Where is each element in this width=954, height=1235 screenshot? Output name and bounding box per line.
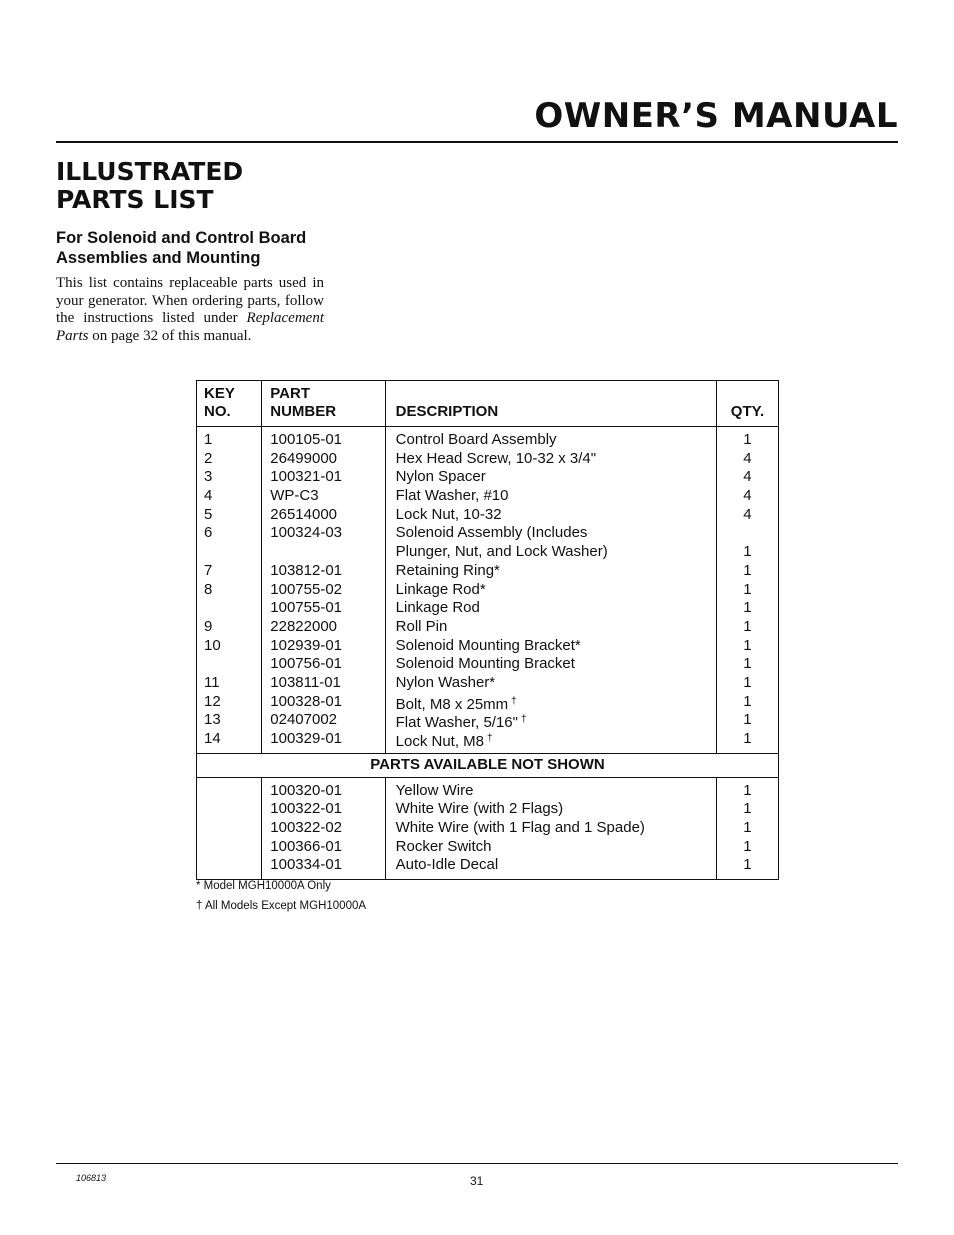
description-cell-text: Flat Washer, 5/16" bbox=[395, 714, 518, 732]
qty-cell bbox=[717, 618, 778, 637]
key-cell bbox=[204, 693, 261, 712]
qty-column bbox=[716, 427, 778, 754]
description-cell bbox=[396, 819, 716, 838]
description-cell bbox=[396, 524, 716, 543]
header-part-line-1: PART bbox=[270, 385, 310, 402]
part-number-cell-text: 102939-01 bbox=[270, 636, 342, 654]
description-cell-text: Lock Nut, 10-32 bbox=[395, 505, 502, 523]
manual-title: OWNER’S MANUAL bbox=[534, 96, 898, 136]
key-cell bbox=[204, 782, 261, 801]
qty-cell-text: 1 bbox=[743, 800, 752, 818]
description-cell bbox=[396, 782, 716, 801]
qty-cell-text: 1 bbox=[743, 730, 752, 747]
description-cell bbox=[396, 838, 716, 857]
description-cell-text: Bolt, M8 x 25mm bbox=[395, 695, 509, 713]
key-cell-text: 1 bbox=[204, 431, 213, 448]
key-cell bbox=[204, 543, 261, 562]
description-cell-text: Linkage Rod* bbox=[395, 580, 486, 598]
key-cell bbox=[204, 730, 261, 749]
key-cell-text: 7 bbox=[204, 561, 213, 579]
part-number-cell-text: 100328-01 bbox=[270, 692, 342, 710]
footnote-all-except: † All Models Except MGH10000A bbox=[196, 900, 367, 912]
key-cell-text: 10 bbox=[204, 636, 221, 654]
intro-paragraph bbox=[56, 275, 324, 345]
not-shown-title: PARTS AVAILABLE NOT SHOWN bbox=[197, 753, 779, 777]
part-number-cell-text: 103811-01 bbox=[270, 673, 341, 691]
not-shown-parts-block bbox=[197, 777, 779, 879]
footnote-model-only: * Model MGH10000A Only bbox=[196, 880, 331, 892]
key-cell-text: 3 bbox=[204, 468, 213, 486]
not-shown-header-row bbox=[197, 753, 779, 777]
qty-cell-text: 1 bbox=[743, 781, 752, 799]
qty-cell-text: 1 bbox=[743, 561, 752, 579]
header-key-line-1: KEY bbox=[204, 385, 235, 402]
part-number-cell-text: 26514000 bbox=[270, 505, 338, 523]
document-number: 106813 bbox=[76, 1173, 107, 1183]
header-key-no bbox=[197, 381, 262, 427]
part-number-cell-text: 100755-01 bbox=[270, 599, 342, 617]
key-cell bbox=[204, 524, 261, 543]
key-cell bbox=[204, 819, 261, 838]
key-column bbox=[197, 427, 262, 754]
key-cell bbox=[204, 711, 261, 730]
part-number-cell bbox=[270, 618, 384, 637]
qty-cell-text: 4 bbox=[743, 505, 752, 523]
qty-cell-text: 1 bbox=[743, 431, 752, 448]
part-number-cell bbox=[270, 819, 384, 838]
not-shown-key-column bbox=[197, 777, 262, 879]
part-number-cell bbox=[270, 856, 384, 875]
qty-cell bbox=[717, 506, 778, 525]
description-cell-text: Nylon Spacer bbox=[395, 468, 486, 486]
key-cell-text: 5 bbox=[204, 505, 213, 523]
part-number-cell bbox=[270, 693, 384, 712]
qty-cell-text: 4 bbox=[743, 468, 752, 486]
part-number-cell bbox=[270, 431, 384, 450]
qty-cell bbox=[717, 711, 778, 730]
key-cell-text: 9 bbox=[204, 617, 213, 635]
description-cell-text: Linkage Rod bbox=[395, 599, 480, 617]
part-number-cell bbox=[270, 782, 384, 801]
key-cell-text: 2 bbox=[204, 449, 213, 467]
part-number-cell bbox=[270, 524, 384, 543]
key-cell-text: 14 bbox=[204, 730, 221, 747]
part-number-cell-text: 100322-02 bbox=[270, 819, 342, 837]
qty-cell-text: 1 bbox=[743, 655, 752, 673]
description-cell bbox=[396, 468, 716, 487]
description-cell-text: Solenoid Assembly (Includes bbox=[395, 524, 588, 542]
qty-cell-text: 4 bbox=[743, 487, 752, 505]
description-cell-text: Plunger, Nut, and Lock Washer) bbox=[395, 543, 608, 561]
description-cell bbox=[396, 800, 716, 819]
key-cell bbox=[204, 431, 261, 450]
key-cell bbox=[204, 562, 261, 581]
qty-cell bbox=[717, 562, 778, 581]
description-cell bbox=[396, 562, 716, 581]
header-rule bbox=[56, 141, 898, 143]
key-cell bbox=[204, 637, 261, 656]
qty-cell bbox=[717, 637, 778, 656]
key-cell-text: 6 bbox=[204, 524, 213, 542]
key-cell bbox=[204, 487, 261, 506]
parts-table bbox=[196, 380, 779, 880]
qty-cell bbox=[717, 730, 778, 749]
part-number-cell-text: 100334-01 bbox=[270, 856, 342, 874]
part-number-cell bbox=[270, 599, 384, 618]
qty-cell-text: 1 bbox=[743, 543, 752, 561]
header-part-line-2: NUMBER bbox=[270, 403, 337, 420]
key-cell-text: 12 bbox=[204, 692, 221, 710]
qty-cell bbox=[717, 800, 778, 819]
key-cell bbox=[204, 856, 261, 875]
qty-cell-text: 1 bbox=[743, 673, 752, 691]
section-title-line-2: PARTS LIST bbox=[56, 185, 214, 214]
qty-cell-text: 1 bbox=[743, 636, 752, 654]
qty-cell bbox=[717, 819, 778, 838]
part-number-cell bbox=[270, 838, 384, 857]
qty-cell bbox=[717, 856, 778, 875]
qty-cell bbox=[717, 674, 778, 693]
description-cell-text: Solenoid Mounting Bracket* bbox=[395, 636, 581, 654]
qty-cell-text: 1 bbox=[743, 837, 752, 855]
not-shown-part-number-column bbox=[262, 777, 385, 879]
qty-cell bbox=[717, 838, 778, 857]
intro-text-1: This list contains replaceable parts used in your generator. When ordering parts, follow the instructions listed under bbox=[56, 275, 324, 327]
part-number-cell bbox=[270, 655, 384, 674]
qty-cell-text: 1 bbox=[743, 617, 752, 635]
header-key-line-2: NO. bbox=[204, 403, 231, 420]
part-number-cell-text: 26499000 bbox=[270, 449, 338, 467]
part-number-cell-text: 100105-01 bbox=[270, 431, 342, 448]
description-cell bbox=[396, 431, 716, 450]
description-cell-text: Retaining Ring* bbox=[395, 561, 500, 579]
part-number-cell bbox=[270, 450, 384, 469]
description-cell-text: Lock Nut, M8 bbox=[395, 733, 485, 750]
description-cell bbox=[396, 599, 716, 618]
qty-cell-text: 1 bbox=[743, 580, 752, 598]
description-cell-text: White Wire (with 2 Flags) bbox=[395, 800, 564, 818]
part-number-cell-text: 100322-01 bbox=[270, 800, 342, 818]
qty-cell-text: 1 bbox=[743, 599, 752, 617]
qty-cell bbox=[717, 581, 778, 600]
sub-heading: For Solenoid and Control Board Assemblies and Mounting bbox=[56, 229, 307, 267]
part-number-cell-text: 100756-01 bbox=[270, 655, 342, 673]
qty-cell bbox=[717, 450, 778, 469]
qty-cell bbox=[717, 655, 778, 674]
part-number-cell bbox=[270, 800, 384, 819]
description-cell bbox=[396, 543, 716, 562]
description-cell bbox=[396, 581, 716, 600]
dagger-mark: † bbox=[520, 714, 527, 726]
part-number-cell-text: 100320-01 bbox=[270, 781, 342, 799]
description-cell-text: Control Board Assembly bbox=[395, 431, 557, 448]
part-number-cell bbox=[270, 674, 384, 693]
description-cell-text: Rocker Switch bbox=[395, 837, 492, 855]
key-cell bbox=[204, 468, 261, 487]
key-cell bbox=[204, 618, 261, 637]
part-number-cell-text: WP-C3 bbox=[270, 487, 319, 505]
description-cell bbox=[396, 693, 716, 712]
description-cell-text: Yellow Wire bbox=[395, 781, 474, 799]
section-title bbox=[56, 158, 243, 214]
qty-cell-text: 4 bbox=[743, 449, 752, 467]
part-number-column bbox=[262, 427, 385, 754]
main-parts-block bbox=[197, 427, 779, 754]
description-cell-text: Nylon Washer* bbox=[395, 673, 496, 691]
key-cell bbox=[204, 599, 261, 618]
description-column bbox=[385, 427, 716, 754]
key-cell bbox=[204, 838, 261, 857]
description-cell-text: Auto-Idle Decal bbox=[395, 856, 499, 874]
header-description: DESCRIPTION bbox=[385, 381, 716, 427]
description-cell bbox=[396, 711, 716, 730]
key-cell bbox=[204, 800, 261, 819]
part-number-cell bbox=[270, 543, 384, 562]
part-number-cell bbox=[270, 637, 384, 656]
description-cell bbox=[396, 450, 716, 469]
page-number: 31 bbox=[470, 1174, 484, 1188]
part-number-cell-text: 103812-01 bbox=[270, 561, 342, 579]
part-number-cell-text: 100755-02 bbox=[270, 580, 342, 598]
qty-cell bbox=[717, 524, 778, 543]
part-number-cell-text: 100329-01 bbox=[270, 730, 342, 747]
description-cell bbox=[396, 618, 716, 637]
qty-cell-text: 1 bbox=[743, 692, 752, 710]
key-cell bbox=[204, 674, 261, 693]
description-cell bbox=[396, 856, 716, 875]
qty-cell bbox=[717, 543, 778, 562]
qty-cell-text: 1 bbox=[743, 856, 752, 874]
key-cell bbox=[204, 655, 261, 674]
not-shown-description-column bbox=[385, 777, 716, 879]
key-cell-text: 13 bbox=[204, 711, 221, 729]
description-cell bbox=[396, 655, 716, 674]
dagger-mark: † bbox=[511, 695, 517, 707]
description-cell-text: White Wire (with 1 Flag and 1 Spade) bbox=[395, 819, 645, 837]
header-part-number bbox=[262, 381, 385, 427]
description-cell-text: Roll Pin bbox=[395, 617, 448, 635]
part-number-cell-text: 100366-01 bbox=[270, 837, 342, 855]
header-qty: QTY. bbox=[716, 381, 778, 427]
qty-cell bbox=[717, 468, 778, 487]
description-cell bbox=[396, 637, 716, 656]
description-cell-text: Flat Washer, #10 bbox=[395, 487, 509, 505]
intro-italic-reference: Replacement Parts bbox=[56, 310, 324, 344]
table-header-row bbox=[197, 381, 779, 427]
qty-cell bbox=[717, 599, 778, 618]
description-cell bbox=[396, 730, 716, 749]
not-shown-qty-column bbox=[716, 777, 778, 879]
part-number-cell-text: 22822000 bbox=[270, 617, 338, 635]
key-cell bbox=[204, 450, 261, 469]
part-number-cell bbox=[270, 506, 384, 525]
part-number-cell bbox=[270, 730, 384, 749]
qty-cell bbox=[717, 487, 778, 506]
description-cell bbox=[396, 674, 716, 693]
part-number-cell bbox=[270, 581, 384, 600]
key-cell bbox=[204, 581, 261, 600]
key-cell bbox=[204, 506, 261, 525]
key-cell-text: 11 bbox=[204, 673, 220, 691]
part-number-cell bbox=[270, 711, 384, 730]
part-number-cell bbox=[270, 562, 384, 581]
part-number-cell-text: 100324-03 bbox=[270, 524, 342, 542]
description-cell bbox=[396, 506, 716, 525]
part-number-cell-text: 100321-01 bbox=[270, 468, 342, 486]
qty-cell-text: 1 bbox=[743, 711, 752, 729]
part-number-cell bbox=[270, 487, 384, 506]
description-cell-text: Hex Head Screw, 10-32 x 3/4" bbox=[395, 449, 597, 467]
qty-cell-text: 1 bbox=[743, 819, 752, 837]
description-cell bbox=[396, 487, 716, 506]
qty-cell bbox=[717, 693, 778, 712]
part-number-cell-text: 02407002 bbox=[270, 711, 338, 729]
intro-text-2: on page 32 of this manual. bbox=[88, 327, 252, 344]
key-cell-text: 4 bbox=[204, 487, 213, 505]
qty-cell bbox=[717, 782, 778, 801]
part-number-cell bbox=[270, 468, 384, 487]
key-cell-text: 8 bbox=[204, 580, 213, 598]
dagger-mark: † bbox=[487, 733, 493, 744]
qty-cell bbox=[717, 431, 778, 450]
section-title-line-1: ILLUSTRATED bbox=[56, 157, 244, 186]
footer-rule bbox=[56, 1163, 898, 1164]
description-cell-text: Solenoid Mounting Bracket bbox=[395, 655, 575, 673]
